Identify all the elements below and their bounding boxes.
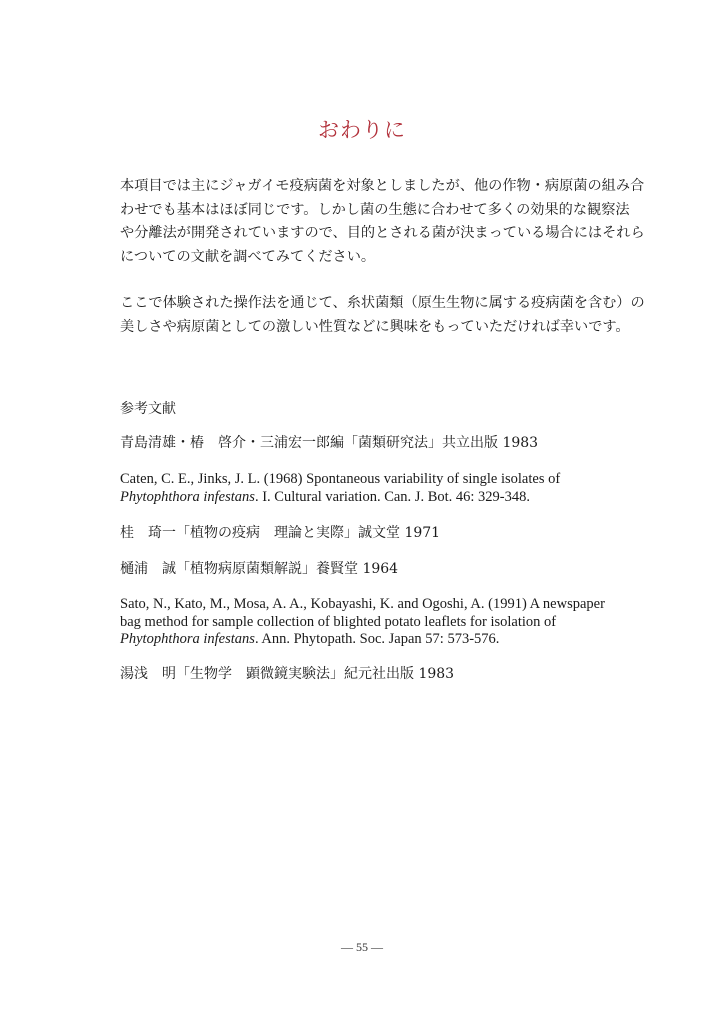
paragraph-line: についての文献を調べてみてください。 xyxy=(120,248,376,265)
reference-line: Sato, N., Kato, M., Mosa, A. A., Kobayashi, K. and Ogoshi, A. (1991) A newspaper xyxy=(120,596,605,612)
references-heading: 参考文献 xyxy=(120,401,176,417)
reference-item: 樋浦 誠「植物病原菌類解説」養賢堂 1964 xyxy=(120,561,399,577)
species-name: Phytophthora infestans xyxy=(120,631,255,647)
closing-paragraph-1 xyxy=(120,175,645,269)
paragraph-line: 本項目では主にジャガイモ疫病菌を対象としましたが、他の作物・病原菌の組み合 xyxy=(120,178,645,194)
reference-line xyxy=(120,631,610,649)
closing-paragraph-2 xyxy=(120,292,645,339)
paragraph-line: ここで体験された操作法を通じて、糸状菌類（原生生物に属する疫病菌を含む）の xyxy=(120,295,645,311)
page-title: おわりに xyxy=(318,118,406,142)
reference-line: Caten, C. E., Jinks, J. L. (1968) Spontaneous variability of single isolates of xyxy=(120,471,561,487)
species-name: Phytophthora infestans xyxy=(120,488,255,505)
reference-item: 湯浅 明「生物学 顕微鏡実験法」紀元社出版 1983 xyxy=(120,666,455,682)
reference-item: 桂 琦一「植物の疫病 理論と実際」誠文堂 1971 xyxy=(120,525,441,541)
paragraph-line: 美しさや病原菌としての激しい性質などに興味をもっていただければ幸いです。 xyxy=(120,318,630,335)
page-number: ― 55 ― xyxy=(341,940,383,954)
reference-item xyxy=(120,596,610,649)
reference-citation: . I. Cultural variation. Can. J. Bot. 46: 329-348. xyxy=(254,488,531,505)
paragraph-line: わせでも基本はほぼ同じです。しかし菌の生態に合わせて多くの効果的な観察法 xyxy=(120,201,630,218)
reference-item: 青島清雄・椿 啓介・三浦宏一郎編「菌類研究法」共立出版 1983 xyxy=(120,435,539,451)
reference-item xyxy=(120,471,610,506)
paragraph-line: や分離法が開発されていますので、目的とされる菌が決まっている場合にはそれら xyxy=(120,225,645,241)
reference-line xyxy=(120,489,610,507)
reference-line: bag method for sample collection of blighted potato leaflets for isolation of xyxy=(120,613,557,630)
reference-citation: . Ann. Phytopath. Soc. Japan 57: 573-576. xyxy=(254,631,500,647)
